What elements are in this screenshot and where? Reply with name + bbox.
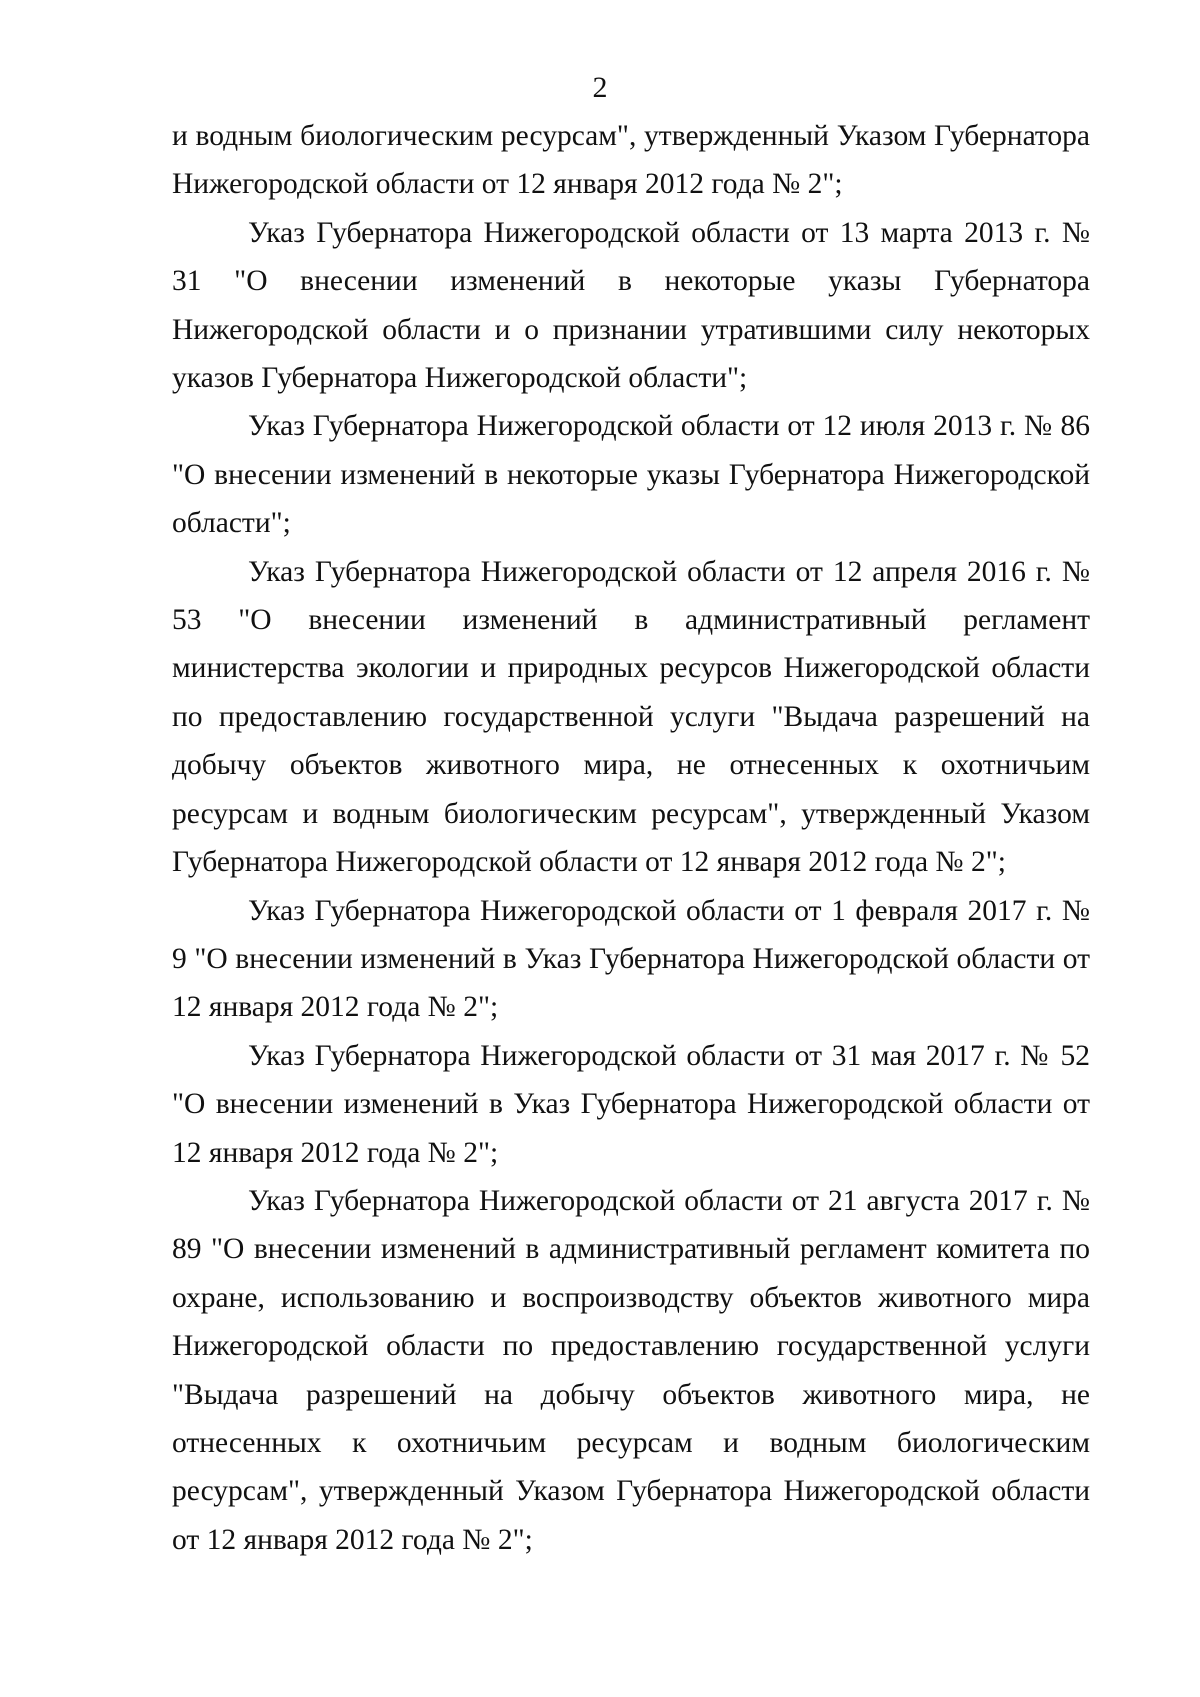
paragraph-decree-2017-9: Указ Губернатора Нижегородской области от 1 февраля 2017 г. № 9 "О внесении изменений в Указ Губернатора Нижегородской области от 12 января 2012 года № 2";	[172, 894, 1090, 1024]
paragraph-decree-2017-52: Указ Губернатора Нижегородской области от 31 мая 2017 г. № 52 "О внесении изменений в Указ Губернатора Нижегородской области от 12 января 2012 года № 2";	[172, 1039, 1090, 1169]
paragraph-decree-2013-31: Указ Губернатора Нижегородской области от 13 марта 2013 г. № 31 "О внесении изменений в некоторые указы Губернатора Нижегородской области и о признании утратившими силу некоторых указов Губернатора Нижегородской области";	[172, 216, 1090, 395]
paragraph-decree-2016-53: Указ Губернатора Нижегородской области от 12 апреля 2016 г. № 53 "О внесении изменений в административный регламент министерства экологии и природных ресурсов Нижегородской области по предоставлению государственной услуги "Выдача разрешений на добычу объектов животного мира, не отнесенных к охотничьим ресурсам и водным биологическим ресурсам", утвержденный Указом Губернатора Нижегородской области от 12 января 2012 года № 2";	[172, 555, 1090, 879]
document-body	[172, 112, 1090, 1564]
paragraph-decree-2017-89: Указ Губернатора Нижегородской области от 21 августа 2017 г. № 89 "О внесении изменений в административный регламент комитета по охране, использованию и воспроизводству объектов животного мира Нижегородской области по предоставлению государственной услуги "Выдача разрешений на добычу объектов животного мира, не отнесенных к охотничьим ресурсам и водным биологическим ресурсам", утвержденный Указом Губернатора Нижегородской области от 12 января 2012 года № 2";	[172, 1184, 1090, 1556]
paragraph-continuation: и водным биологическим ресурсам", утвержденный Указом Губернатора Нижегородской области от 12 января 2012 года № 2";	[172, 120, 1090, 201]
page-number: 2	[592, 71, 608, 104]
paragraph-decree-2013-86: Указ Губернатора Нижегородской области от 12 июля 2013 г. № 86 "О внесении изменений в некоторые указы Губернатора Нижегородской области";	[172, 410, 1090, 540]
